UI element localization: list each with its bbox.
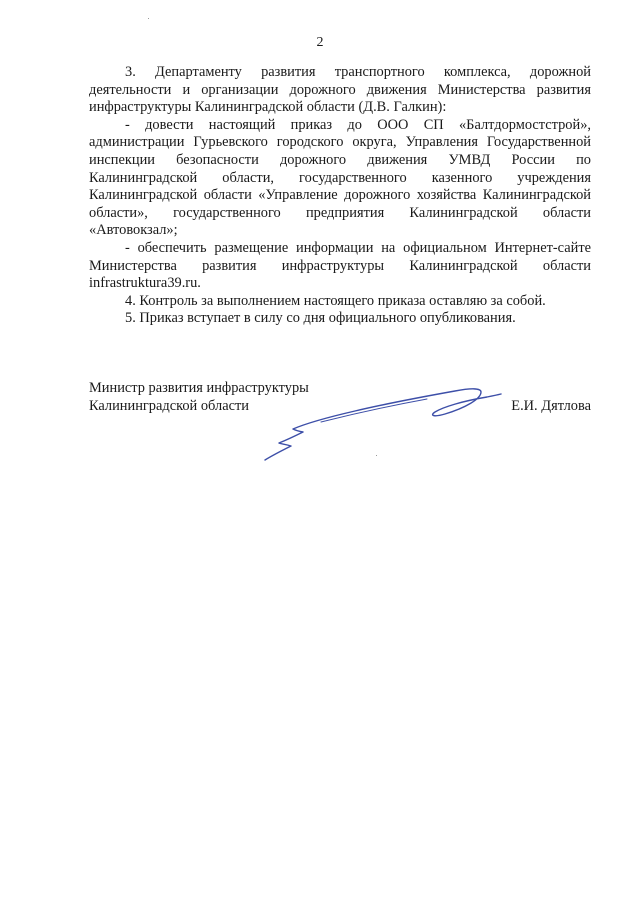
- signer-title-line2: Калининградской области: [89, 397, 249, 414]
- page-number: 2: [316, 35, 324, 50]
- paragraph-item-5: 5. Приказ вступает в силу со дня официального опубликования.: [125, 310, 516, 327]
- paragraph-item-3: 3. Департаменту развития транспортного комплекса, дорожной деятельности и организации дорожного движения Министерства развития инфраструктуры Калининградской области (Д.В. Галкин):: [89, 64, 591, 116]
- document-body: [89, 64, 591, 328]
- paragraph-notify-organizations: - довести настоящий приказ до ООО СП «Балтдормостстрой», администрации Гурьевского городского округа, Управления Государственной инспекции безопасности дорожного движения УМВД России по Калининградской области, государственного казенного учреждения Калининградской области «Управление дорожного хозяйства Калининградской области», государственного предприятия Калининградской области «Автовокзал»;: [89, 116, 591, 239]
- scan-speck: [376, 455, 377, 456]
- signer-title-line1: Министр развития инфраструктуры: [89, 380, 309, 396]
- paragraph-item-4: 4. Контроль за выполнением настоящего приказа оставляю за собой.: [125, 292, 546, 309]
- signer-name: Е.И. Дятлова: [511, 397, 591, 414]
- signature-block: [89, 380, 591, 460]
- paragraph-publish-website: - обеспечить размещение информации на официальном Интернет-сайте Министерства развития инфраструктуры Калининградской области infrastruktura39.ru.: [89, 239, 591, 292]
- scan-speck: [148, 18, 149, 19]
- handwritten-signature: [259, 384, 519, 464]
